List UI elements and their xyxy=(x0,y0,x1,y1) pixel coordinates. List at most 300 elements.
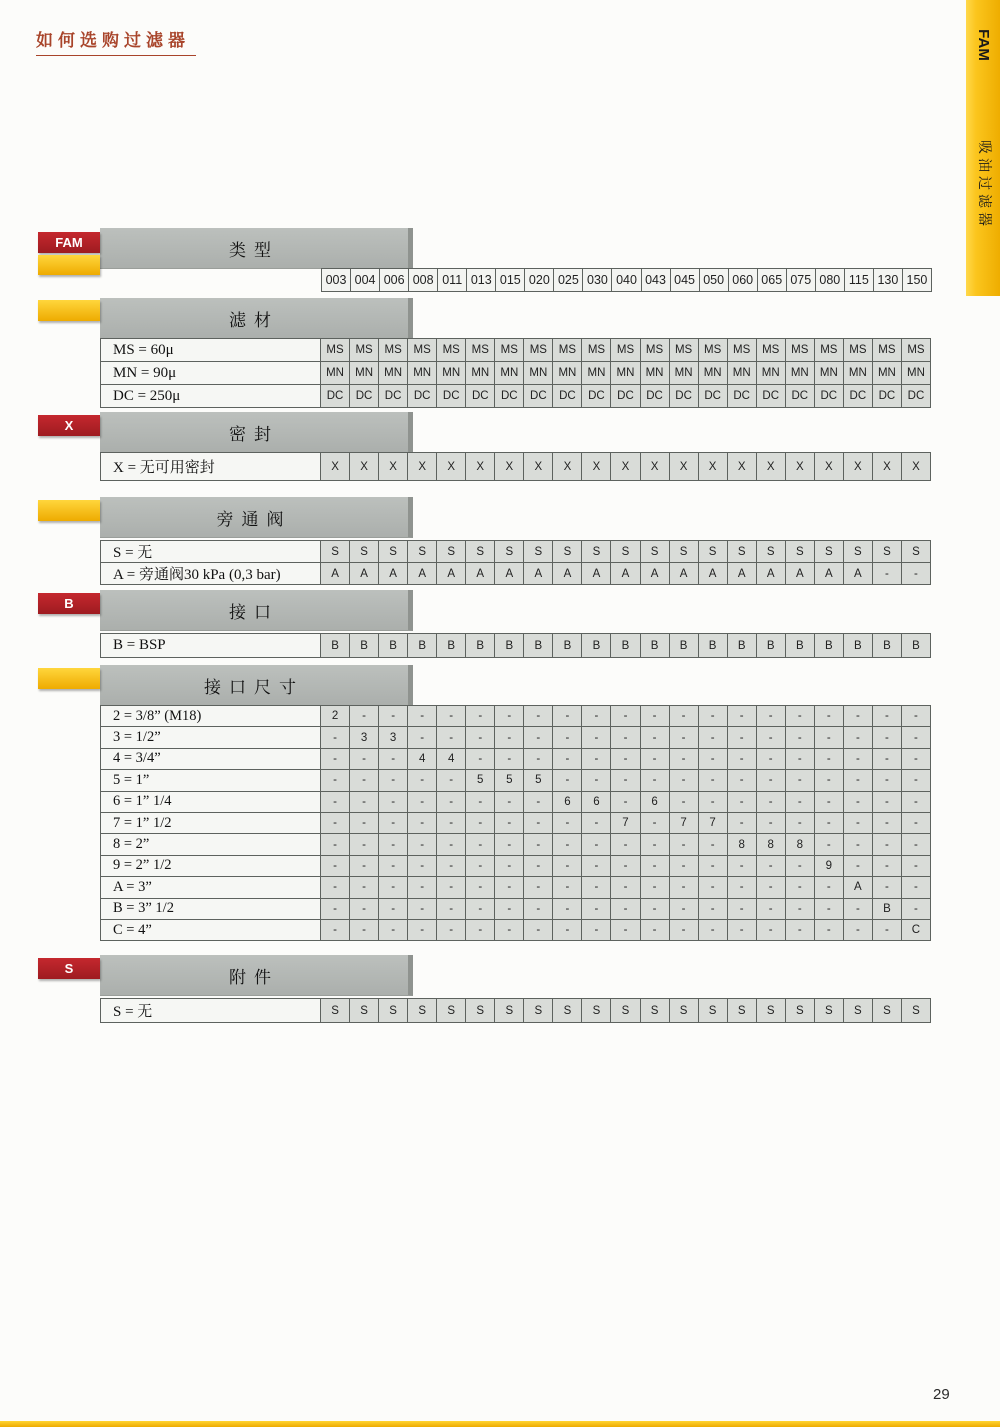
grid-cell: - xyxy=(901,726,931,748)
grid-cell: MN xyxy=(465,361,495,385)
grid-cell: - xyxy=(872,876,902,898)
grid-cell: - xyxy=(407,791,437,813)
grid-cell: B xyxy=(872,898,902,920)
grid-cell: DC xyxy=(785,384,815,408)
grid-cell: - xyxy=(407,833,437,855)
grid-cell: - xyxy=(698,833,728,855)
grid-cell: B xyxy=(698,633,728,658)
grid-cell: - xyxy=(494,726,524,748)
grid-cell: - xyxy=(872,748,902,770)
grid-cell: X xyxy=(901,452,931,481)
grid-cell: MS xyxy=(814,338,844,362)
grid-cell: S xyxy=(465,540,495,563)
grid-cell: - xyxy=(523,705,553,727)
fam-tab: FAM xyxy=(38,232,100,253)
grid-cell: MS xyxy=(407,338,437,362)
grid-cell: S xyxy=(523,540,553,563)
grid-cell: - xyxy=(698,769,728,791)
grid-cell: - xyxy=(349,833,379,855)
grid-cell: S xyxy=(756,998,786,1023)
grid-cell: X xyxy=(581,452,611,481)
grid-cell: - xyxy=(727,705,757,727)
grid-cell: A xyxy=(407,562,437,585)
grid-cell: - xyxy=(523,919,553,941)
grid-cell: - xyxy=(494,748,524,770)
grid-cell: X xyxy=(494,452,524,481)
grid-cell: - xyxy=(552,769,582,791)
grid-cell: DC xyxy=(698,384,728,408)
grid-cell: - xyxy=(698,791,728,813)
grid-cell: 011 xyxy=(437,268,467,292)
grid-cell: - xyxy=(814,876,844,898)
grid-cell: MN xyxy=(436,361,466,385)
grid-cell: - xyxy=(320,769,350,791)
grid-cell: - xyxy=(756,855,786,877)
grid-cell: S xyxy=(552,540,582,563)
side-tab-code: FAM xyxy=(975,29,992,61)
grid-cell: 050 xyxy=(699,268,729,292)
grid-cell: - xyxy=(785,769,815,791)
grid-cell: - xyxy=(465,876,495,898)
grid-cell: A xyxy=(843,562,873,585)
grid-cell: - xyxy=(436,898,466,920)
grid-cell: MS xyxy=(727,338,757,362)
grid-cell: - xyxy=(872,769,902,791)
grid-cell: MN xyxy=(610,361,640,385)
grid-cell: DC xyxy=(494,384,524,408)
grid-cell: - xyxy=(843,812,873,834)
grid-cell: A xyxy=(814,562,844,585)
row-label-size-3: 3 = 1/2” xyxy=(100,726,321,748)
grid-cell: - xyxy=(320,812,350,834)
grid-cell: - xyxy=(756,748,786,770)
grid-cell: MN xyxy=(669,361,699,385)
grid-cell: 045 xyxy=(670,268,700,292)
table-row xyxy=(100,633,931,658)
grid-cell: S xyxy=(320,998,350,1023)
grid-cell: - xyxy=(872,726,902,748)
grid-cell: DC xyxy=(407,384,437,408)
grid-cell: B xyxy=(581,633,611,658)
grid-cell: S xyxy=(698,998,728,1023)
grid-cell: - xyxy=(756,726,786,748)
grid-cell: - xyxy=(494,705,524,727)
grid-cell: - xyxy=(436,726,466,748)
row-cells xyxy=(320,876,931,898)
grid-cell: DC xyxy=(669,384,699,408)
grid-cell: MN xyxy=(785,361,815,385)
grid-cell: - xyxy=(378,812,408,834)
table-row xyxy=(100,338,931,362)
grid-cell: MN xyxy=(552,361,582,385)
grid-cell: B xyxy=(465,633,495,658)
grid-cell: MS xyxy=(901,338,931,362)
grid-cell: 4 xyxy=(436,748,466,770)
grid-cell: A xyxy=(320,562,350,585)
grid-cell: 040 xyxy=(611,268,641,292)
grid-cell: - xyxy=(407,876,437,898)
grid-cell: X xyxy=(785,452,815,481)
grid-cell: B xyxy=(814,633,844,658)
grid-cell: DC xyxy=(727,384,757,408)
grid-cell: 2 xyxy=(320,705,350,727)
b-tab: B xyxy=(38,593,100,614)
grid-cell: - xyxy=(669,855,699,877)
grid-cell: - xyxy=(901,812,931,834)
grid-cell: DC xyxy=(843,384,873,408)
grid-cell: - xyxy=(494,876,524,898)
grid-cell: - xyxy=(756,876,786,898)
grid-cell: MN xyxy=(698,361,728,385)
accessories-rows xyxy=(100,998,931,1023)
grid-cell: 150 xyxy=(902,268,932,292)
row-label-x: X = 无可用密封 xyxy=(100,452,321,481)
grid-cell: - xyxy=(436,791,466,813)
grid-cell: 075 xyxy=(786,268,816,292)
grid-cell: MS xyxy=(581,338,611,362)
grid-cell: - xyxy=(349,876,379,898)
grid-cell: - xyxy=(901,833,931,855)
grid-cell: - xyxy=(407,769,437,791)
grid-cell: A xyxy=(465,562,495,585)
grid-cell: - xyxy=(756,898,786,920)
grid-cell: - xyxy=(465,919,495,941)
grid-cell: A xyxy=(843,876,873,898)
grid-cell: - xyxy=(494,812,524,834)
row-cells xyxy=(320,769,931,791)
grid-cell: - xyxy=(640,855,670,877)
grid-cell: 130 xyxy=(873,268,903,292)
grid-cell: - xyxy=(436,833,466,855)
grid-cell: A xyxy=(378,562,408,585)
grid-cell: - xyxy=(552,833,582,855)
grid-cell: - xyxy=(640,876,670,898)
grid-cell: B xyxy=(407,633,437,658)
grid-cell: MS xyxy=(523,338,553,362)
grid-cell: - xyxy=(465,812,495,834)
grid-cell: - xyxy=(436,855,466,877)
table-row xyxy=(100,855,931,877)
row-label-size-8: 8 = 2” xyxy=(100,833,321,855)
grid-cell: - xyxy=(581,919,611,941)
grid-cell: S xyxy=(814,998,844,1023)
grid-cell: B xyxy=(901,633,931,658)
grid-cell: MN xyxy=(378,361,408,385)
grid-cell: - xyxy=(552,705,582,727)
grid-cell: - xyxy=(727,876,757,898)
model-codes-cells xyxy=(321,268,932,292)
grid-cell: - xyxy=(552,855,582,877)
grid-cell: - xyxy=(552,876,582,898)
row-label-s: S = 无 xyxy=(100,540,321,563)
grid-cell: A xyxy=(640,562,670,585)
grid-cell: - xyxy=(378,876,408,898)
type-rows xyxy=(321,268,932,292)
grid-cell: - xyxy=(610,833,640,855)
row-cells xyxy=(320,562,931,585)
grid-cell: - xyxy=(669,898,699,920)
table-row xyxy=(100,705,931,727)
grid-cell: - xyxy=(640,833,670,855)
grid-cell: S xyxy=(494,998,524,1023)
grid-cell: - xyxy=(901,791,931,813)
grid-cell: S xyxy=(669,998,699,1023)
grid-cell: MN xyxy=(407,361,437,385)
grid-cell: - xyxy=(581,726,611,748)
grid-cell: - xyxy=(698,898,728,920)
row-label-size-a: A = 3” xyxy=(100,876,321,898)
grid-cell: MS xyxy=(378,338,408,362)
grid-cell: 025 xyxy=(553,268,583,292)
grid-cell: MS xyxy=(756,338,786,362)
grid-cell: DC xyxy=(640,384,670,408)
grid-cell: 006 xyxy=(379,268,409,292)
grid-cell: - xyxy=(349,769,379,791)
row-label-s: S = 无 xyxy=(100,998,321,1023)
grid-cell: - xyxy=(523,748,553,770)
grid-cell: - xyxy=(640,705,670,727)
grid-cell: 6 xyxy=(552,791,582,813)
grid-cell: MN xyxy=(494,361,524,385)
grid-cell: MN xyxy=(901,361,931,385)
grid-cell: S xyxy=(756,540,786,563)
table-row xyxy=(100,769,931,791)
grid-cell: - xyxy=(349,791,379,813)
grid-cell: MS xyxy=(320,338,350,362)
grid-cell: 6 xyxy=(581,791,611,813)
grid-cell: - xyxy=(785,855,815,877)
grid-cell: - xyxy=(552,898,582,920)
grid-cell: X xyxy=(407,452,437,481)
grid-cell: A xyxy=(552,562,582,585)
row-cells xyxy=(320,898,931,920)
bottom-accent-strip xyxy=(0,1421,1000,1427)
grid-cell: - xyxy=(669,791,699,813)
grid-cell: MN xyxy=(872,361,902,385)
grid-cell: - xyxy=(581,898,611,920)
grid-cell: - xyxy=(552,812,582,834)
grid-cell: - xyxy=(378,769,408,791)
grid-cell: MN xyxy=(640,361,670,385)
grid-cell: - xyxy=(872,791,902,813)
row-cells xyxy=(320,812,931,834)
grid-cell: S xyxy=(436,540,466,563)
grid-cell: A xyxy=(436,562,466,585)
grid-cell: - xyxy=(814,769,844,791)
grid-cell: - xyxy=(814,833,844,855)
yellow-tab xyxy=(38,500,100,521)
row-cells xyxy=(320,705,931,727)
grid-cell: B xyxy=(320,633,350,658)
grid-cell: - xyxy=(756,919,786,941)
row-cells xyxy=(320,384,931,408)
grid-cell: - xyxy=(785,748,815,770)
grid-cell: - xyxy=(901,855,931,877)
row-label-size-4: 4 = 3/4” xyxy=(100,748,321,770)
grid-cell: - xyxy=(349,812,379,834)
section-type-header: 类型 xyxy=(100,228,413,269)
grid-cell: - xyxy=(320,748,350,770)
grid-cell: - xyxy=(523,726,553,748)
grid-cell: - xyxy=(581,833,611,855)
grid-cell: DC xyxy=(552,384,582,408)
row-label-size-b: B = 3” 1/2 xyxy=(100,898,321,920)
grid-cell: - xyxy=(523,791,553,813)
grid-cell: DC xyxy=(610,384,640,408)
grid-cell: 065 xyxy=(757,268,787,292)
grid-cell: - xyxy=(756,705,786,727)
grid-cell: DC xyxy=(872,384,902,408)
row-label-a: A = 旁通阀30 kPa (0,3 bar) xyxy=(100,562,321,585)
grid-cell: - xyxy=(320,898,350,920)
grid-cell: 008 xyxy=(408,268,438,292)
row-cells xyxy=(320,452,931,481)
grid-cell: - xyxy=(785,919,815,941)
table-row xyxy=(100,791,931,813)
grid-cell: - xyxy=(349,919,379,941)
section-accessories-header: 附件 xyxy=(100,955,413,996)
grid-cell: - xyxy=(610,876,640,898)
grid-cell: - xyxy=(640,919,670,941)
grid-cell: - xyxy=(843,705,873,727)
grid-cell: A xyxy=(610,562,640,585)
grid-cell: 7 xyxy=(698,812,728,834)
grid-cell: - xyxy=(436,812,466,834)
grid-cell: B xyxy=(436,633,466,658)
grid-cell: MS xyxy=(785,338,815,362)
grid-cell: - xyxy=(901,898,931,920)
side-tab-label: 吸油过滤器 xyxy=(976,140,991,230)
grid-cell: - xyxy=(581,769,611,791)
grid-cell: - xyxy=(320,919,350,941)
grid-cell: - xyxy=(494,919,524,941)
grid-cell: S xyxy=(785,998,815,1023)
grid-cell: - xyxy=(494,898,524,920)
grid-cell: X xyxy=(669,452,699,481)
table-row xyxy=(100,998,931,1023)
grid-cell: A xyxy=(698,562,728,585)
table-row xyxy=(100,726,931,748)
row-label-size-6: 6 = 1” 1/4 xyxy=(100,791,321,813)
table-row xyxy=(100,812,931,834)
section-material-header: 滤材 xyxy=(100,298,413,339)
grid-cell: - xyxy=(814,919,844,941)
grid-cell: - xyxy=(814,791,844,813)
grid-cell: DC xyxy=(523,384,553,408)
row-cells xyxy=(320,791,931,813)
side-tab xyxy=(966,0,1000,296)
grid-cell: - xyxy=(814,898,844,920)
grid-cell: 8 xyxy=(785,833,815,855)
grid-cell: S xyxy=(640,998,670,1023)
grid-cell: S xyxy=(727,540,757,563)
row-label-size-7: 7 = 1” 1/2 xyxy=(100,812,321,834)
grid-cell: - xyxy=(843,791,873,813)
grid-cell: - xyxy=(843,769,873,791)
grid-cell: - xyxy=(581,748,611,770)
grid-cell: - xyxy=(756,769,786,791)
grid-cell: - xyxy=(727,919,757,941)
section-seal-header: 密封 xyxy=(100,412,413,453)
grid-cell: MN xyxy=(349,361,379,385)
grid-cell: S xyxy=(320,540,350,563)
grid-cell: MS xyxy=(872,338,902,362)
grid-cell: - xyxy=(581,876,611,898)
grid-cell: X xyxy=(320,452,350,481)
grid-cell: 013 xyxy=(466,268,496,292)
grid-cell: - xyxy=(785,726,815,748)
grid-cell: - xyxy=(843,748,873,770)
grid-cell: - xyxy=(727,898,757,920)
grid-cell: 3 xyxy=(349,726,379,748)
grid-cell: - xyxy=(727,769,757,791)
row-label-ms: MS = 60μ xyxy=(100,338,321,362)
table-row xyxy=(100,833,931,855)
grid-cell: 043 xyxy=(641,268,671,292)
row-label-mn: MN = 90μ xyxy=(100,361,321,385)
grid-cell: DC xyxy=(814,384,844,408)
grid-cell: B xyxy=(494,633,524,658)
grid-cell: S xyxy=(814,540,844,563)
grid-cell: 003 xyxy=(321,268,351,292)
grid-cell: B xyxy=(523,633,553,658)
grid-cell: - xyxy=(901,562,931,585)
grid-cell: - xyxy=(465,748,495,770)
grid-cell: - xyxy=(407,898,437,920)
port-size-rows xyxy=(100,705,931,941)
grid-cell: - xyxy=(552,726,582,748)
grid-cell: S xyxy=(872,998,902,1023)
grid-cell: X xyxy=(349,452,379,481)
grid-cell: - xyxy=(320,833,350,855)
row-cells xyxy=(320,361,931,385)
grid-cell: S xyxy=(552,998,582,1023)
section-port-header: 接口 xyxy=(100,590,413,631)
grid-cell: 9 xyxy=(814,855,844,877)
grid-cell: S xyxy=(727,998,757,1023)
grid-cell: - xyxy=(378,855,408,877)
grid-cell: - xyxy=(494,855,524,877)
grid-cell: - xyxy=(378,705,408,727)
grid-cell: B xyxy=(552,633,582,658)
grid-cell: S xyxy=(436,998,466,1023)
grid-cell: DC xyxy=(756,384,786,408)
grid-cell: 8 xyxy=(727,833,757,855)
grid-cell: - xyxy=(872,855,902,877)
table-row xyxy=(100,361,931,385)
grid-cell: S xyxy=(378,540,408,563)
grid-cell: 6 xyxy=(640,791,670,813)
table-row xyxy=(100,919,931,941)
grid-cell: MN xyxy=(756,361,786,385)
grid-cell: S xyxy=(581,540,611,563)
grid-cell: - xyxy=(814,705,844,727)
row-label-size-2: 2 = 3/8” (M18) xyxy=(100,705,321,727)
grid-cell: - xyxy=(320,855,350,877)
grid-cell: - xyxy=(581,705,611,727)
grid-cell: - xyxy=(872,812,902,834)
grid-cell: B xyxy=(756,633,786,658)
grid-cell: - xyxy=(320,791,350,813)
grid-cell: - xyxy=(552,748,582,770)
grid-cell: X xyxy=(698,452,728,481)
row-label-size-c: C = 4” xyxy=(100,919,321,941)
grid-cell: MS xyxy=(349,338,379,362)
grid-cell: - xyxy=(320,876,350,898)
grid-cell: DC xyxy=(436,384,466,408)
grid-cell: 080 xyxy=(815,268,845,292)
grid-cell: 030 xyxy=(582,268,612,292)
